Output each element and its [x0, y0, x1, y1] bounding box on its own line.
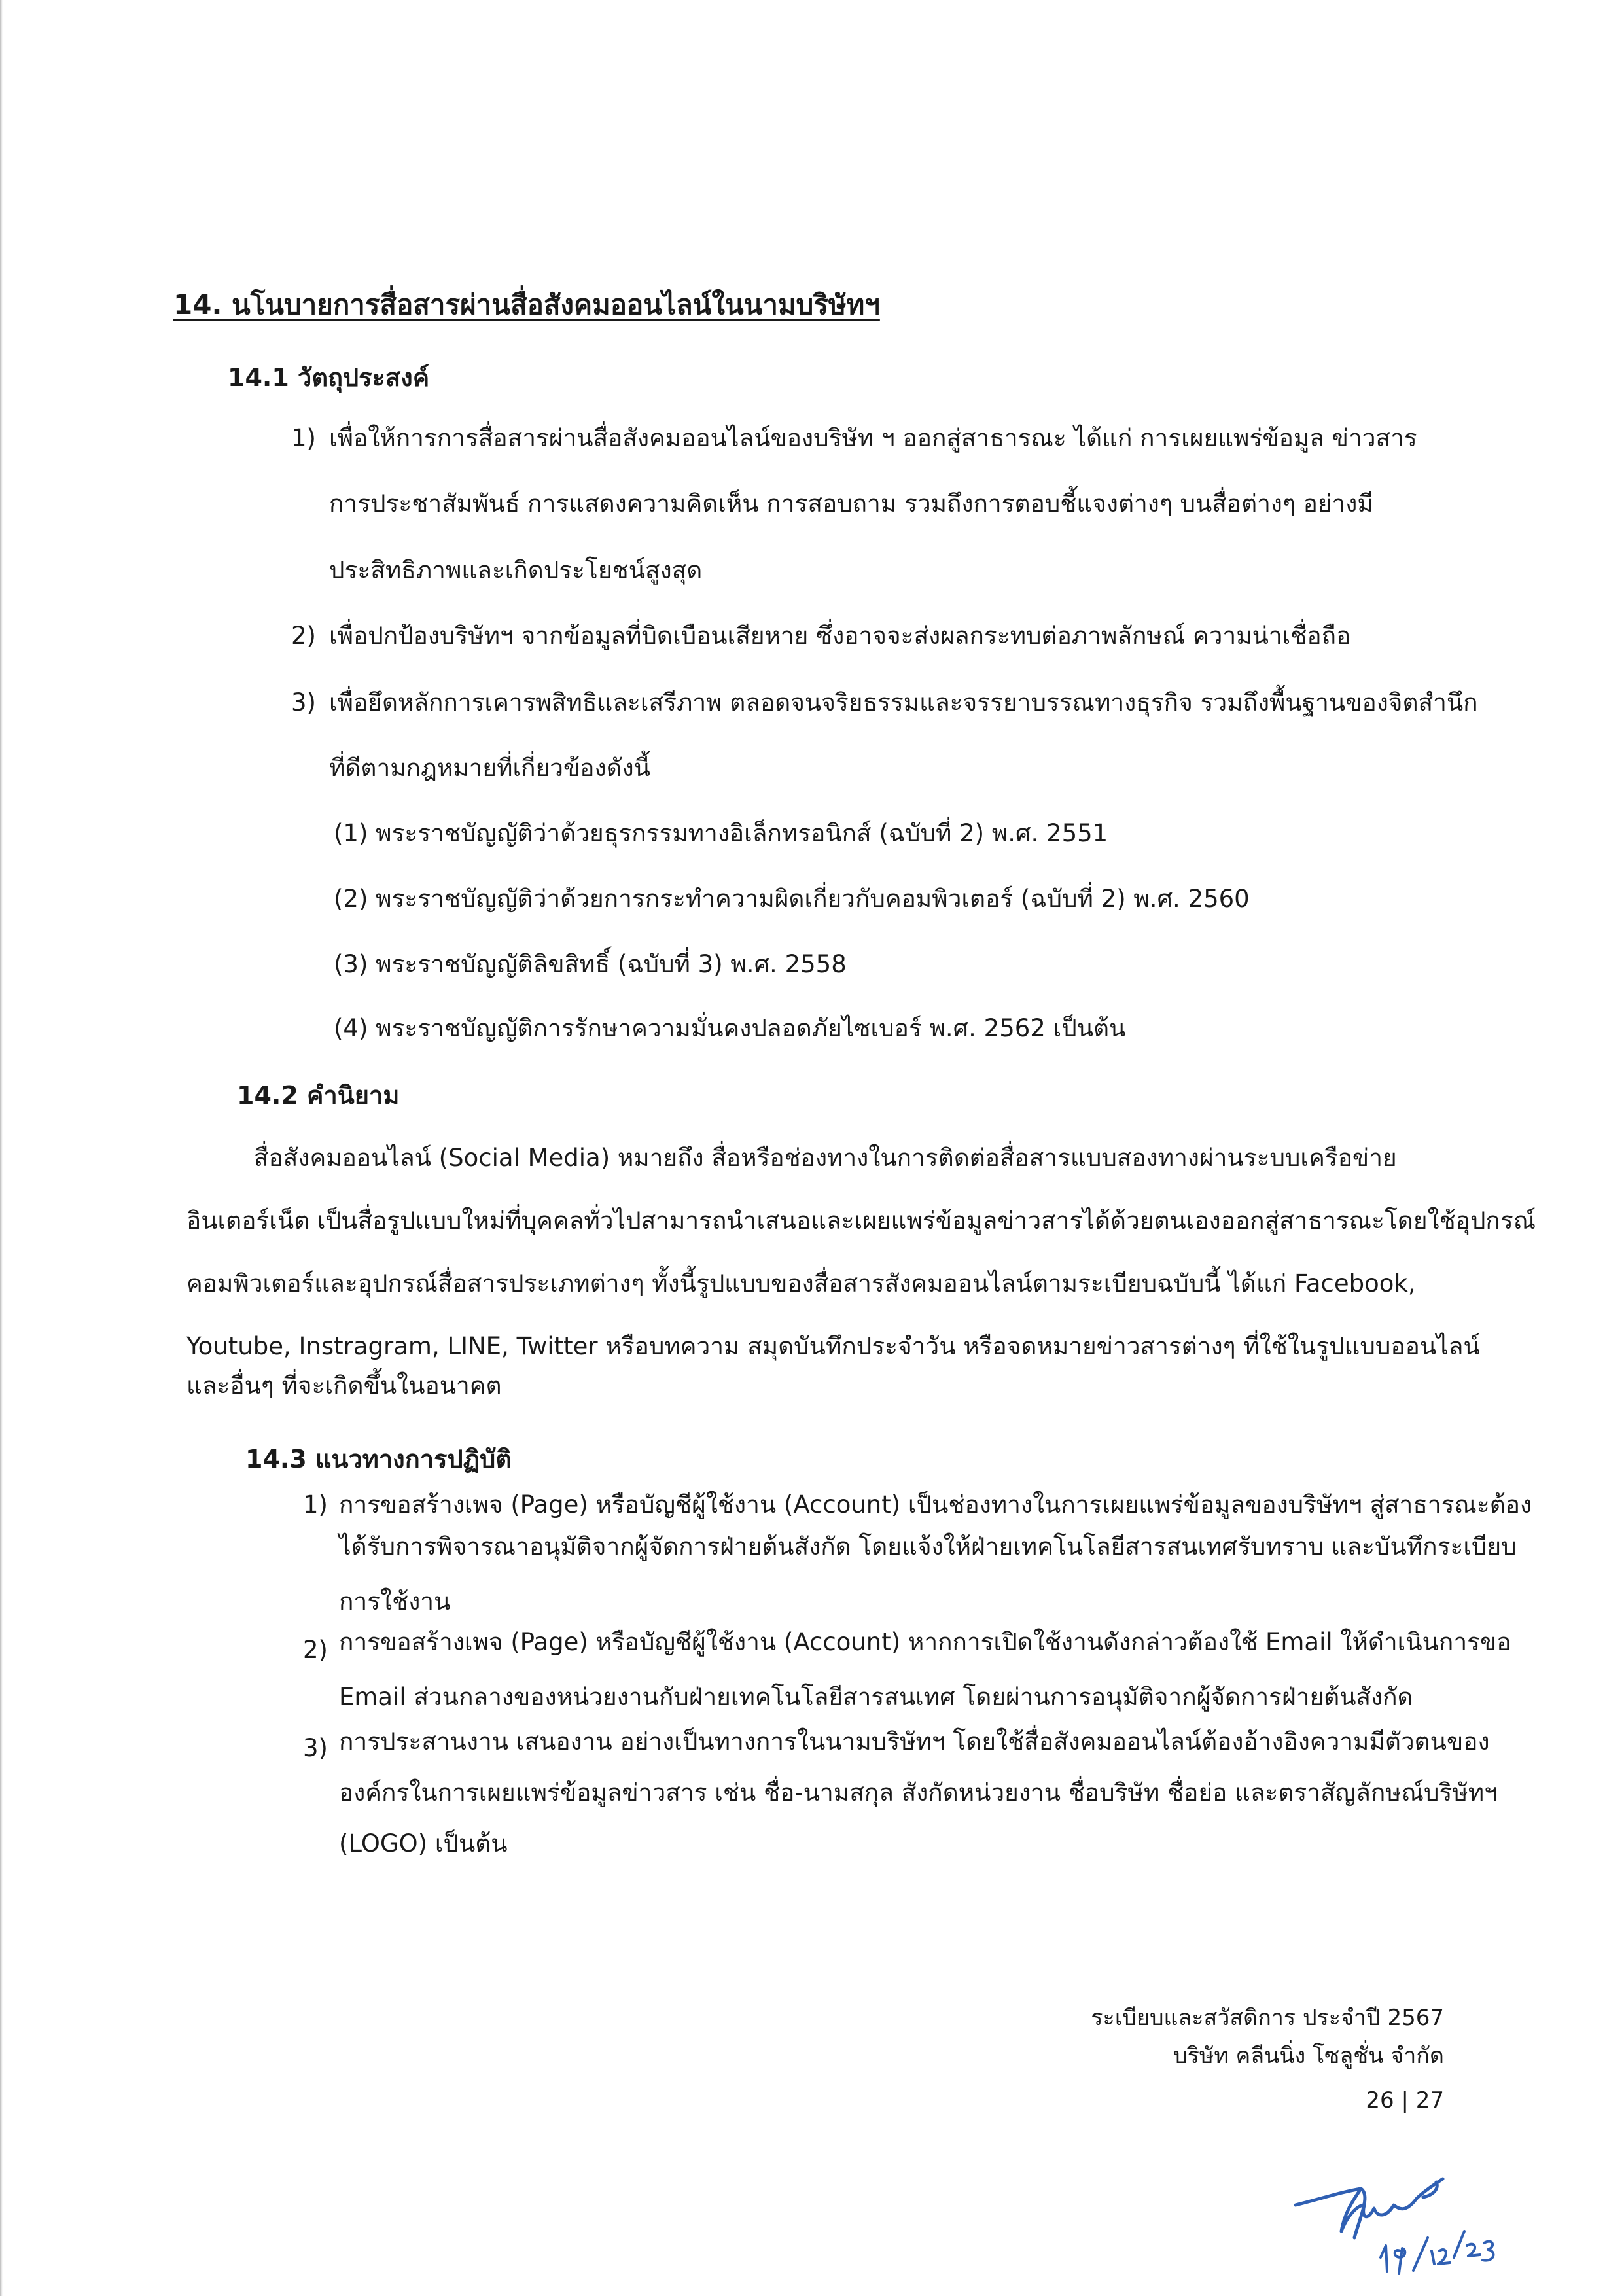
- practice-1-line-1: การขอสร้างเพจ (Page) หรือบัญชีผู้ใช้งาน (Account) เป็นช่องทางในการเผยแพร่ข้อมูลของบริษัทฯ สู่สาธารณะต้อง: [339, 1491, 1532, 1519]
- practice-2-line-2: Email ส่วนกลางของหน่วยงานกับฝ่ายเทคโนโลยีสารสนเทศ โดยผ่านการอนุมัติจากผู้จัดการฝ่ายต้นสังกัด: [339, 1683, 1413, 1711]
- practice-2-number: 2): [303, 1636, 328, 1664]
- definition-heading: 14.2 คำนิยาม: [237, 1081, 400, 1110]
- definition-line-5: และอื่นๆ ที่จะเกิดขึ้นในอนาคต: [186, 1371, 502, 1400]
- definition-line-3: คอมพิวเตอร์และอุปกรณ์สื่อสารประเภทต่างๆ ทั้งนี้รูปแบบของสื่อสารสังคมออนไลน์ตามระเบียบฉบับนี้ ได้แก่ Facebook,: [186, 1269, 1416, 1298]
- practice-1-line-2: ได้รับการพิจารณาอนุมัติจากผู้จัดการฝ่ายต้นสังกัด โดยแจ้งให้ฝ่ายเทคโนโลยีสารสนเทศรับทราบ และบันทึกระเบียบ: [339, 1532, 1517, 1561]
- objective-3-line-2: ที่ดีตามกฎหมายที่เกี่ยวข้องดังนี้: [329, 754, 650, 782]
- law-item-1: (1) พระราชบัญญัติว่าด้วยธุรกรรมทางอิเล็กทรอนิกส์ (ฉบับที่ 2) พ.ศ. 2551: [334, 819, 1108, 847]
- footer-company: บริษัท คลีนนิ่ง โซลูชั่น จำกัด: [1173, 2043, 1444, 2069]
- practice-3-line-3: (LOGO) เป็นต้น: [339, 1829, 508, 1858]
- objective-1-line-3: ประสิทธิภาพและเกิดประโยชน์สูงสุด: [329, 556, 703, 584]
- objective-2-line-1: เพื่อปกป้องบริษัทฯ จากข้อมูลที่บิดเบือนเสียหาย ซึ่งอาจจะส่งผลกระทบต่อภาพลักษณ์ ความน่าเชื่อถือ: [329, 622, 1351, 650]
- practice-2-line-1: การขอสร้างเพจ (Page) หรือบัญชีผู้ใช้งาน (Account) หากการเปิดใช้งานดังกล่าวต้องใช้ Email ให้ดำเนินการขอ: [339, 1628, 1511, 1656]
- definition-line-1: สื่อสังคมออนไลน์ (Social Media) หมายถึง สื่อหรือช่องทางในการติดต่อสื่อสารแบบสองทางผ่านระบบเครือข่าย: [254, 1144, 1397, 1172]
- practice-heading: 14.3 แนวทางการปฏิบัติ: [245, 1445, 512, 1474]
- section-title: 14. นโนบายการสื่อสารผ่านสื่อสังคมออนไลน์ในนามบริษัทฯ: [173, 289, 880, 321]
- practice-3-line-1: การประสานงาน เสนองาน อย่างเป็นทางการในนามบริษัทฯ โดยใช้สื่อสังคมออนไลน์ต้องอ้างอิงความมีตัวตนของ: [339, 1727, 1490, 1756]
- law-item-2: (2) พระราชบัญญัติว่าด้วยการกระทำความผิดเกี่ยวกับคอมพิวเตอร์ (ฉบับที่ 2) พ.ศ. 2560: [334, 885, 1250, 913]
- objective-3-line-1: เพื่อยึดหลักการเคารพสิทธิและเสรีภาพ ตลอดจนจริยธรรมและจรรยาบรรณทางธุรกิจ รวมถึงพื้นฐานของจิตสำนึก: [329, 688, 1478, 716]
- practice-1-number: 1): [303, 1491, 328, 1519]
- definition-line-4: Youtube, Instragram, LINE, Twitter หรือบทความ สมุดบันทึกประจำวัน หรือจดหมายข่าวสารต่างๆ ที่ใช้ในรูปแบบออนไลน์: [186, 1332, 1480, 1360]
- definition-line-2: อินเตอร์เน็ต เป็นสื่อรูปแบบใหม่ที่บุคคลทั่วไปสามารถนำเสนอและเผยแพร่ข้อมูลข่าวสารได้ด้วยตนเองออกสู่สาธารณะโดยใช้อุปกรณ์: [186, 1207, 1536, 1235]
- practice-3-number: 3): [303, 1734, 328, 1762]
- practice-1-line-3: การใช้งาน: [339, 1587, 451, 1616]
- objective-1-number: 1): [291, 424, 316, 452]
- objective-2-number: 2): [291, 622, 316, 650]
- practice-3-line-2: องค์กรในการเผยแพร่ข้อมูลข่าวสาร เช่น ชื่อ-นามสกุล สังกัดหน่วยงาน ชื่อบริษัท ชื่อย่อ และตราสัญลักษณ์บริษัทฯ: [339, 1778, 1498, 1807]
- objective-3-number: 3): [291, 688, 316, 716]
- footer-regulation: ระเบียบและสวัสดิการ ประจำปี 2567: [1091, 2005, 1444, 2031]
- objectives-heading: 14.1 วัตถุประสงค์: [228, 363, 430, 392]
- law-item-4: (4) พระราชบัญญัติการรักษาความมั่นคงปลอดภัยไซเบอร์ พ.ศ. 2562 เป็นต้น: [334, 1014, 1126, 1042]
- objective-1-line-2: การประชาสัมพันธ์ การแสดงความคิดเห็น การสอบถาม รวมถึงการตอบชี้แจงต่างๆ บนสื่อต่างๆ อย่างมี: [329, 489, 1373, 518]
- law-item-3: (3) พระราชบัญญัติลิขสิทธิ์ (ฉบับที่ 3) พ.ศ. 2558: [334, 950, 847, 978]
- objective-1-line-1: เพื่อให้การการสื่อสารผ่านสื่อสังคมออนไลน์ของบริษัท ฯ ออกสู่สาธารณะ ได้แก่ การเผยแพร่ข้อมูล ข่าวสาร: [329, 424, 1417, 452]
- handwritten-signature: [1282, 2159, 1531, 2277]
- footer-page-number: 26 | 27: [1366, 2087, 1444, 2113]
